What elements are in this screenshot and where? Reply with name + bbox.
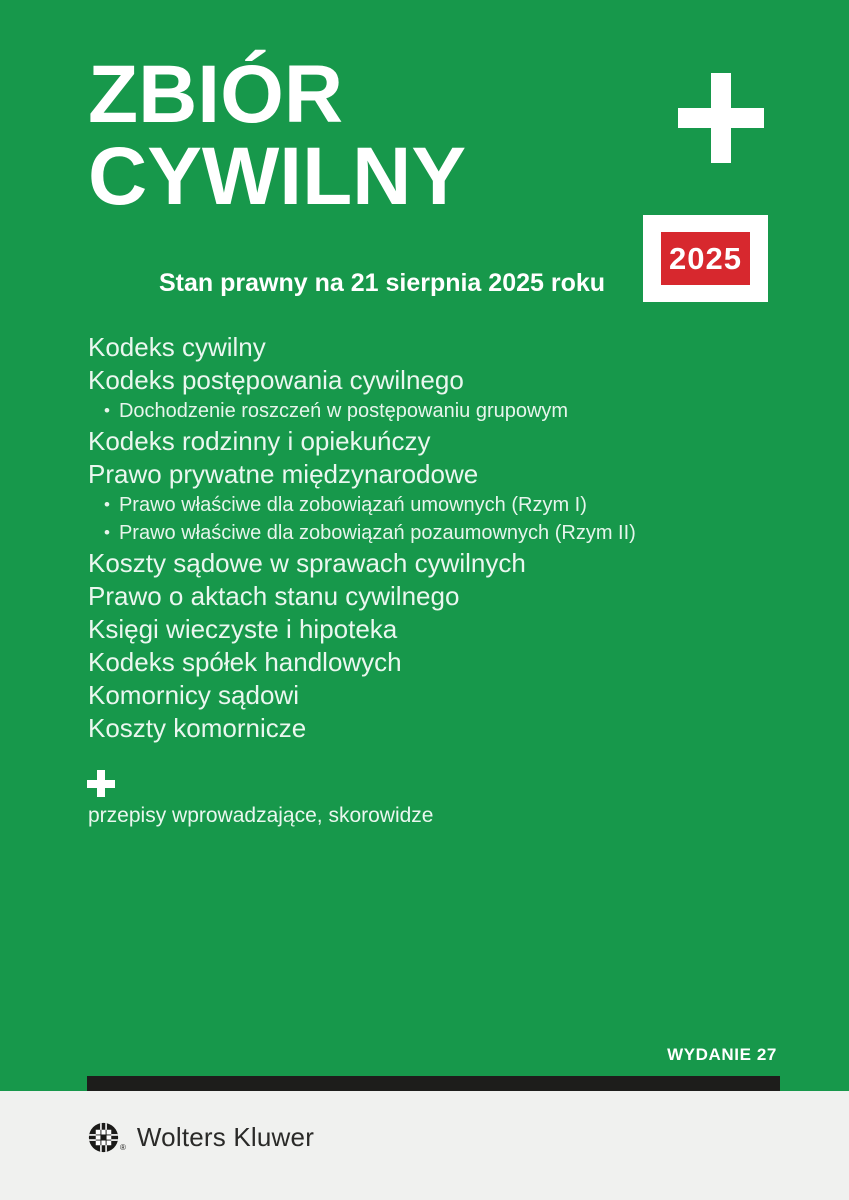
publisher-logo: [88, 1122, 314, 1153]
bullet-icon: •: [104, 495, 110, 514]
contents-item: [88, 580, 636, 613]
publisher-name: Wolters Kluwer: [136, 1122, 315, 1152]
decorative-black-bar: [87, 1076, 780, 1091]
book-title-line1: ZBIÓR: [88, 49, 344, 140]
book-title: [88, 49, 467, 222]
plus-icon-small-vertical-bar: [97, 770, 105, 797]
globe-icon: [88, 1122, 119, 1153]
edition-label: WYDANIE 27: [667, 1045, 777, 1064]
contents-item-label: Kodeks rodzinny i opiekuńczy: [88, 426, 431, 456]
contents-item-label: Prawo właściwe dla zobowiązań pozaumownych (Rzym II): [118, 522, 636, 544]
contents-item-label: Prawo prywatne międzynarodowe: [88, 459, 479, 489]
contents-item-label: Koszty komornicze: [88, 713, 307, 743]
contents-item: [88, 679, 636, 712]
contents-item: [88, 712, 636, 745]
contents-subitem: [88, 519, 636, 547]
contents-item-label: Kodeks cywilny: [88, 332, 266, 362]
plus-icon: [678, 73, 764, 163]
contents-list: [88, 331, 636, 745]
contents-item-label: Prawo o aktach stanu cywilnego: [88, 581, 460, 611]
contents-item: [88, 425, 636, 458]
contents-item: [88, 331, 636, 364]
plus-icon-vertical-bar: [711, 73, 731, 163]
contents-item-label: Księgi wieczyste i hipoteka: [88, 614, 398, 644]
plus-icon-small: [87, 770, 115, 797]
book-title-line2: CYWILNY: [88, 131, 467, 222]
contents-item: [88, 613, 636, 646]
year-badge-value: 2025: [661, 232, 750, 285]
bullet-icon: •: [104, 523, 110, 542]
registered-mark: ®: [120, 1143, 126, 1152]
year-badge: [643, 215, 768, 302]
bullet-icon: •: [104, 401, 110, 420]
contents-subitem: [88, 397, 636, 425]
contents-item-label: Kodeks postępowania cywilnego: [88, 365, 464, 395]
contents-item: [88, 547, 636, 580]
contents-item-label: Kodeks spółek handlowych: [88, 647, 402, 677]
contents-item: [88, 458, 636, 491]
contents-item-label: Dochodzenie roszczeń w postępowaniu grupowym: [118, 400, 569, 422]
contents-item: [88, 364, 636, 397]
contents-item-label: Komornicy sądowi: [88, 680, 299, 710]
legal-status-subtitle: Stan prawny na 21 sierpnia 2025 roku: [159, 269, 606, 297]
contents-item-label: Prawo właściwe dla zobowiązań umownych (Rzym I): [118, 494, 587, 516]
contents-item: [88, 646, 636, 679]
publisher-footer: [0, 1091, 849, 1200]
contents-item-label: Koszty sądowe w sprawach cywilnych: [88, 548, 526, 578]
contents-subitem: [88, 491, 636, 519]
supplement-note: przepisy wprowadzające, skorowidze: [88, 804, 434, 827]
